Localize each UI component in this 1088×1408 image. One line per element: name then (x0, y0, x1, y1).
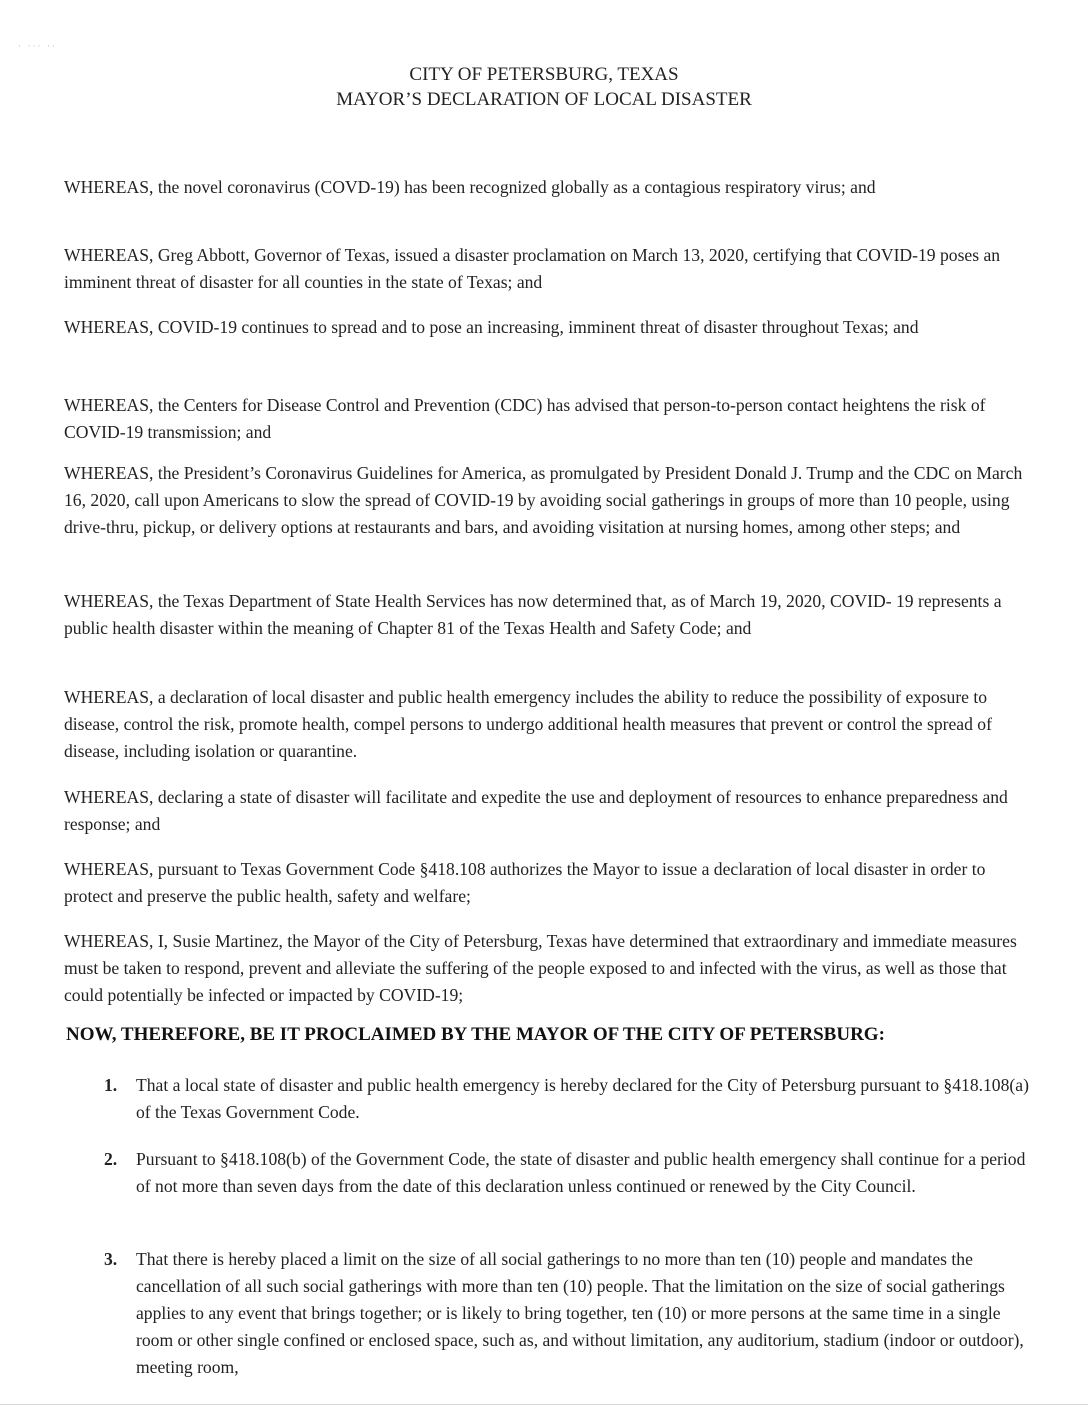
list-item (104, 1072, 1034, 1126)
whereas-paragraph-8: WHEREAS, declaring a state of disaster will facilitate and expedite the use and deployment of resources to enhance preparedness and response; and (64, 787, 1008, 834)
whereas-paragraph-6: WHEREAS, the Texas Department of State Health Services has now determined that, as of March 19, 2020, COVID- 19 represents a public health disaster within the meaning of Chapter 81 of the Texas Health and Safety Code; and (64, 591, 1002, 638)
item-text: That there is hereby placed a limit on the size of all social gatherings to no more than ten (10) people and mandates the cancellation of all such social gatherings with more than ten (10) people. That the limitation on the size of social gatherings applies to any event that brings together; or is likely to bring together, ten (10) or more persons at the same time in a single room or other single confined or enclosed space, such as, and without limitation, any auditorium, stadium (indoor or outdoor), meeting room, (136, 1249, 1024, 1377)
city-title: CITY OF PETERSBURG, TEXAS (409, 64, 679, 85)
page-bottom-divider (0, 1404, 1088, 1405)
item-number: 3. (104, 1249, 118, 1269)
scan-artifact-icon: ⋅ ⋅⋅⋅ ⋅⋅ (18, 42, 57, 52)
whereas-paragraph-3: WHEREAS, COVID-19 continues to spread and to pose an increasing, imminent threat of disaster throughout Texas; and (64, 317, 919, 337)
whereas-paragraph-7: WHEREAS, a declaration of local disaster and public health emergency includes the ability to reduce the possibility of exposure to disease, control the risk, promote health, compel persons to undergo additional health measures that prevent or control the spread of disease, including isolation or quarantine. (64, 687, 992, 761)
item-number: 1. (104, 1075, 118, 1095)
whereas-paragraph-4: WHEREAS, the Centers for Disease Control and Prevention (CDC) has advised that person-to-person contact heightens the risk of COVID-19 transmission; and (64, 395, 986, 442)
whereas-paragraph-10: WHEREAS, I, Susie Martinez, the Mayor of the City of Petersburg, Texas have determined that extraordinary and immediate measures must be taken to respond, prevent and alleviate the suffering of the people exposed to and infected with the virus, as well as those that could potentially be infected or impacted by COVID-19; (64, 931, 1017, 1005)
whereas-paragraph-5: WHEREAS, the President’s Coronavirus Guidelines for America, as promulgated by President Donald J. Trump and the CDC on March 16, 2020, call upon Americans to slow the spread of COVID-19 by avoiding social gatherings in groups of more than 10 people, using drive-thru, pickup, or delivery options at restaurants and bars, and avoiding visitation at nursing homes, among other steps; and (64, 463, 1023, 537)
item-text: That a local state of disaster and public health emergency is hereby declared for the City of Petersburg pursuant to §418.108(a) of the Texas Government Code. (136, 1075, 1029, 1122)
whereas-paragraph-1: WHEREAS, the novel coronavirus (COVD-19) has been recognized globally as a contagious respiratory virus; and (64, 177, 876, 197)
document-heading (0, 62, 1088, 112)
proclamation-heading: NOW, THEREFORE, BE IT PROCLAIMED BY THE MAYOR OF THE CITY OF PETERSBURG: (66, 1024, 885, 1045)
list-item (104, 1246, 1034, 1381)
declaration-title: MAYOR’S DECLARATION OF LOCAL DISASTER (336, 89, 752, 110)
whereas-paragraph-2: WHEREAS, Greg Abbott, Governor of Texas, issued a disaster proclamation on March 13, 2020, certifying that COVID-19 poses an imminent threat of disaster for all counties in the state of Texas; and (64, 245, 1001, 292)
list-item (104, 1146, 1034, 1200)
item-number: 2. (104, 1149, 118, 1169)
whereas-paragraph-9: WHEREAS, pursuant to Texas Government Code §418.108 authorizes the Mayor to issue a declaration of local disaster in order to protect and preserve the public health, safety and welfare; (64, 859, 986, 906)
item-text: Pursuant to §418.108(b) of the Government Code, the state of disaster and public health emergency shall continue for a period of not more than seven days from the date of this declaration unless continued or renewed by the City Council. (136, 1149, 1026, 1196)
